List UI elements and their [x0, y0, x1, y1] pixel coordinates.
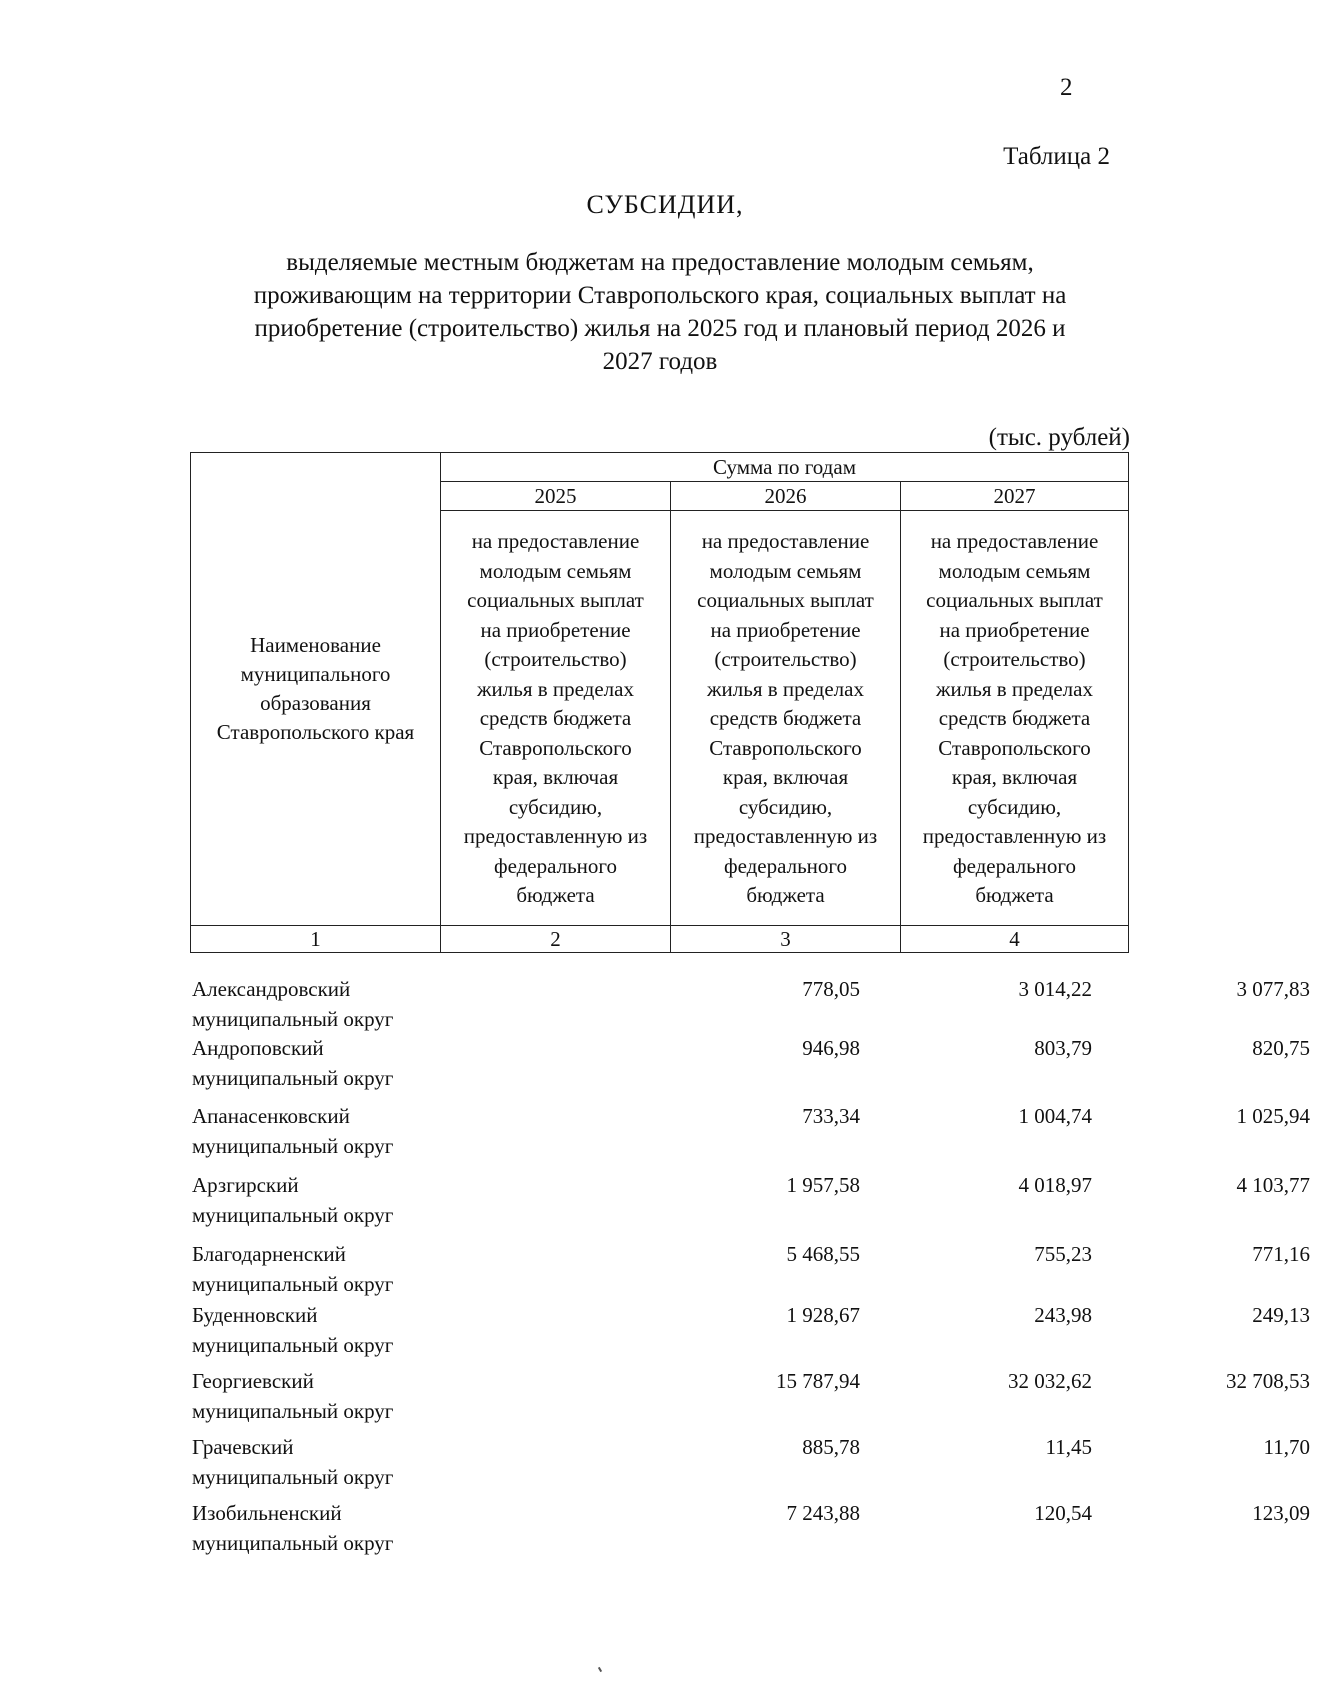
value-2026: 243,98: [1034, 1303, 1092, 1327]
table-row: [190, 974, 1310, 1034]
table-row: [190, 1498, 1310, 1558]
value-2025: 5 468,55: [786, 1242, 860, 1266]
value-2025: 15 787,94: [776, 1369, 860, 1393]
document-title: СУБСИДИИ,: [586, 190, 744, 219]
table-row: [190, 1170, 1310, 1230]
table-row: [190, 1432, 1310, 1492]
header-year-2027: 2027: [901, 482, 1129, 511]
municipality-name: Благодарненский муниципальный округ: [192, 1242, 394, 1296]
header-description: на предоставление молодым семьям социальных выплат на приобретение (строительство) жилья в пределах средств бюджета Ставропольского края, включая субсидию, предоставленную из федерального бюджета: [441, 511, 671, 926]
value-2026: 11,45: [1045, 1435, 1092, 1459]
header-description: на предоставление молодым семьям социальных выплат на приобретение (строительство) жилья в пределах средств бюджета Ставропольского края, включая субсидию, предоставленную из федерального бюджета: [901, 511, 1129, 926]
value-2027: 3 077,83: [1236, 977, 1310, 1001]
column-number: 2: [441, 925, 671, 952]
header-year-2026: 2026: [671, 482, 901, 511]
value-2027: 123,09: [1252, 1501, 1310, 1525]
value-2026: 4 018,97: [1018, 1173, 1092, 1197]
municipality-name: Арзгирский муниципальный округ: [192, 1173, 394, 1227]
value-2027: 249,13: [1252, 1303, 1310, 1327]
table-header: [190, 452, 1129, 953]
value-2025: 946,98: [802, 1036, 860, 1060]
value-2026: 3 014,22: [1018, 977, 1092, 1001]
value-2025: 885,78: [802, 1435, 860, 1459]
municipality-name: Изобильненский муниципальный округ: [192, 1501, 394, 1555]
subtitle-line: приобретение (строительство) жилья на 2025 год и плановый период 2026 и: [254, 315, 1066, 342]
value-2026: 120,54: [1034, 1501, 1092, 1525]
value-2025: 733,34: [802, 1104, 860, 1128]
value-2025: 1 928,67: [786, 1303, 860, 1327]
value-2026: 803,79: [1034, 1036, 1092, 1060]
municipality-name: Георгиевский муниципальный округ: [192, 1369, 394, 1423]
table-row: [190, 1101, 1310, 1161]
municipality-name: Апанасенковский муниципальный округ: [192, 1104, 394, 1158]
header-sum-by-years: Сумма по годам: [441, 453, 1129, 482]
value-2025: 7 243,88: [786, 1501, 860, 1525]
value-2025: 1 957,58: [786, 1173, 860, 1197]
column-number: 4: [901, 925, 1129, 952]
table-row: [190, 1239, 1310, 1299]
value-2027: 1 025,94: [1236, 1104, 1310, 1128]
value-2026: 755,23: [1034, 1242, 1092, 1266]
value-2026: 1 004,74: [1018, 1104, 1092, 1128]
scan-mark: [598, 1667, 602, 1672]
subtitle-line: выделяемые местным бюджетам на предоставление молодым семьям,: [286, 249, 1034, 276]
table-row: [190, 1033, 1310, 1093]
page-number: 2: [1060, 74, 1073, 101]
value-2027: 32 708,53: [1226, 1369, 1310, 1393]
municipality-name: Грачевский муниципальный округ: [192, 1435, 394, 1489]
value-2027: 820,75: [1252, 1036, 1310, 1060]
subtitle-line: 2027 годов: [602, 348, 718, 375]
header-year-2025: 2025: [441, 482, 671, 511]
header-municipality-name: Наименование муниципального образования Ставропольского края: [191, 453, 441, 926]
table-row: [190, 1300, 1310, 1360]
table-row: [190, 1366, 1310, 1426]
value-2027: 771,16: [1252, 1242, 1310, 1266]
value-2026: 32 032,62: [1008, 1369, 1092, 1393]
units-label: (тыс. рублей): [988, 424, 1130, 451]
table-label: Таблица 2: [1003, 143, 1110, 170]
municipality-name: Александровский муниципальный округ: [192, 977, 394, 1031]
municipality-name: Андроповский муниципальный округ: [192, 1036, 394, 1090]
value-2027: 11,70: [1263, 1435, 1310, 1459]
column-number: 3: [671, 925, 901, 952]
header-description: на предоставление молодым семьям социальных выплат на приобретение (строительство) жилья в пределах средств бюджета Ставропольского края, включая субсидию, предоставленную из федерального бюджета: [671, 511, 901, 926]
subtitle-line: проживающим на территории Ставропольского края, социальных выплат на: [253, 282, 1067, 309]
value-2027: 4 103,77: [1236, 1173, 1310, 1197]
document-subtitle: [200, 246, 1120, 378]
column-number: 1: [191, 925, 441, 952]
municipality-name: Буденновский муниципальный округ: [192, 1303, 394, 1357]
value-2025: 778,05: [802, 977, 860, 1001]
